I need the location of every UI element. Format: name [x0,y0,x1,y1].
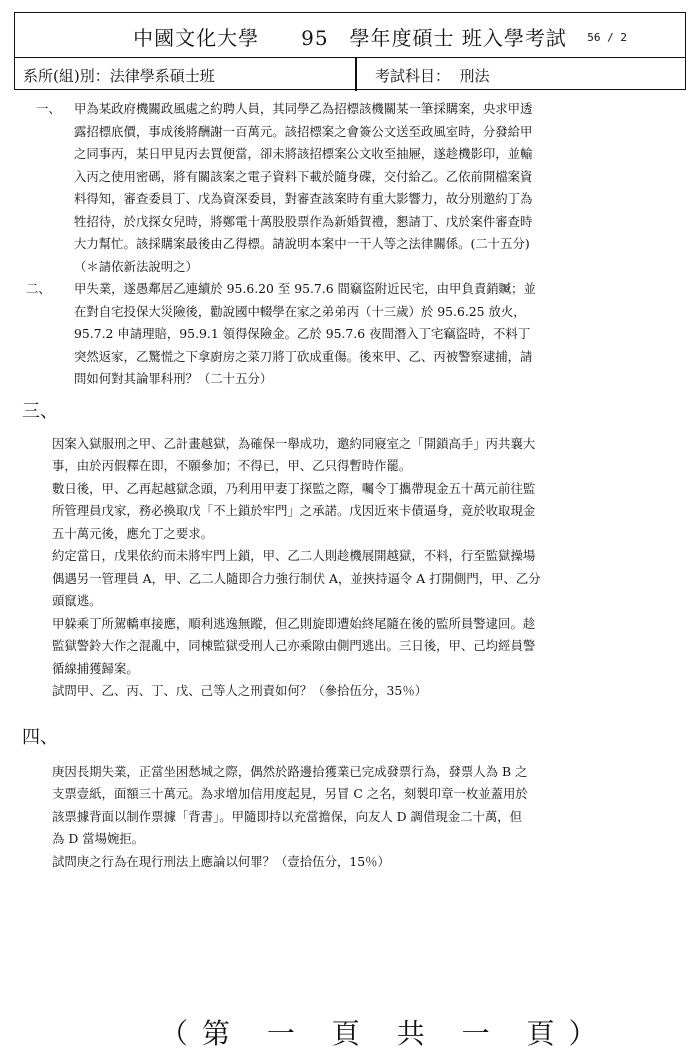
question-3 [14,397,686,703]
question-4 [14,723,686,874]
page-number: 56 / 2 [587,31,627,44]
cell-divider [355,58,357,91]
question-paragraph: 約定當日，戊果依約而未將牢門上鎖，甲、乙二人則趁機展開越獄，不料，行至監獄操場偶遇另一管理員 A，甲、乙二人隨即合力強行制伏 A，並挾持逼令 A 打開側門，甲、乙分頭竄逃。 [52,548,541,608]
question-paragraph: 因案入獄服刑之甲、乙計畫越獄，為確保一舉成功，邀約同寢室之「開鎖高手」丙共襄大事，由於丙假釋在即，不願參加；不得已，甲、乙只得暫時作罷。 [52,435,536,473]
question-body [14,433,686,703]
exam-title: 中國文化大學 95 學年度碩士 班入學考試 [133,26,567,50]
subject-label: 考試科目： 刑法 [375,67,490,85]
info-row [15,58,685,91]
department-label: 系所(組)別：法律學系碩士班 [23,67,215,85]
question-body [14,761,686,874]
exam-header-table [14,12,686,90]
question-paragraph: 試問甲、乙、丙、丁、戊、己等人之刑責如何？（參拾伍分，35％） [52,683,428,698]
question-paragraph: 庚因長期失業，正當坐困愁城之際，偶然於路邊拾獲業已完成發票行為，發票人為 B 之支票壹紙，面額三十萬元。為求增加信用度起見，另冒 C 之名，刻製印章一枚並蓋用於該票據背面以制作票據「背書」。甲隨即持以充當擔保，向友人 D 調借現金二十萬，但為 D 當場婉拒。 [52,763,528,846]
question-1 [14,98,686,278]
question-number: 四、 [22,726,58,748]
spacer [14,703,686,717]
question-paragraph: 甲躲乘丁所駕轎車接應，順利逃逸無蹤，但乙則旋即遭始終尾隨在後的監所員警逮回。趁監獄警鈴大作之混亂中，同棟監獄受刑人己亦乘隙由側門逃出。三日後，甲、己均經員警循線捕獲歸案。 [52,615,536,676]
question-number: 三、 [22,400,58,422]
question-paragraph: 數日後，甲、乙再起越獄念頭，乃利用甲妻丁探監之際，囑令丁攜帶現金五十萬元前往監所管理員戊家，務必換取戊「不上鎖於牢門」之承諾。戊因近來卡債逼身，竟於收取現金五十萬元後，應允丁之要求。 [52,480,536,541]
exam-content [14,98,686,873]
question-2 [14,278,686,391]
question-number: 二、 [26,281,51,296]
question-text: 甲為某政府機關政風處之約聘人員，其同學乙為招標該機關某一筆採購案，央求甲透露招標底價，事成後將酬謝一百萬元。該招標案之會簽公文送至政風室時，分發給甲之同事丙，某日甲見丙去買便當，卻未將該招標案公文收至抽屜，遂趁機影印，並輸入丙之使用密碼，將有關該案之電子資料下載於隨身碟，交付給乙。乙依前開檔案資料得知，審查委員丁、戊為資深委員，對審查該案時有重大影響力，故分別邀約丁為牲招待，於戊探女兒時，將鄭電十萬股股票作為新婚賀禮，懇請丁、戊於案件審查時大力幫忙。該採購案最後由乙得標。請說明本案中一干人等之法律關係。(二十五分)（＊請依新法說明之） [74,101,533,274]
question-paragraph: 試問庚之行為在現行刑法上應論以何罪？（壹拾伍分，15％） [52,853,390,869]
question-number: 一、 [36,101,61,116]
page-footer: （第 一 頁 共 一 頁） [160,1017,611,1050]
title-row [15,13,685,58]
question-text: 甲失業，遂愚鄰居乙連續於 95.6.20 至 95.7.6 間竊盜附近民宅，由甲負責銷贓；並在對自宅投保大災險後，勸說國中輟學在家之弟弟丙（十三歲）於 95.6.25 放火，95.7.2 申請理賠，95.9.1 領得保險金。乙於 95.7.6 夜間潛入丁宅竊盜時，不料丁突然返家，乙驚慌之下拿廚房之菜刀將丁砍成重傷。後來甲、乙、丙被警察逮捕，請問如何對其論罪科刑？（二十五分） [74,281,536,386]
